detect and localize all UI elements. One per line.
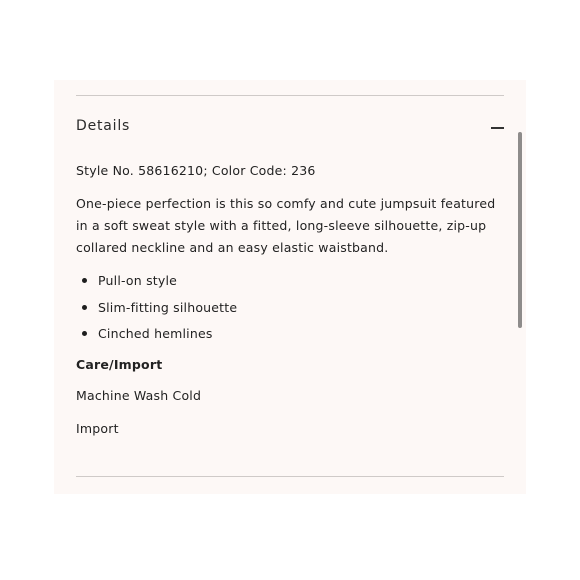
list-item-text: Pull-on style — [98, 273, 178, 288]
feature-list — [76, 270, 496, 345]
care-wash-text: Machine Wash Cold — [76, 388, 202, 403]
details-accordion-panel — [54, 80, 526, 494]
list-item — [76, 297, 496, 319]
care-import-heading: Care/Import — [76, 357, 163, 372]
list-item — [76, 323, 496, 345]
top-divider — [76, 95, 504, 96]
list-item — [76, 270, 496, 292]
minus-icon[interactable] — [491, 127, 504, 129]
bottom-divider — [76, 476, 504, 477]
details-heading: Details — [76, 118, 131, 134]
bullet-icon — [82, 305, 87, 310]
style-number-text: Style No. 58616210; Color Code: 236 — [76, 163, 316, 178]
bullet-icon — [82, 278, 87, 283]
scrollbar-thumb[interactable] — [518, 132, 522, 328]
details-content — [76, 160, 496, 451]
bullet-icon — [82, 331, 87, 336]
list-item-text: Slim-fitting silhouette — [98, 299, 238, 315]
details-accordion-header[interactable] — [76, 118, 504, 140]
product-description: One-piece perfection is this so comfy and cute jumpsuit featured in a soft sweat style with a fitted, long-sleeve silhouette, zip-up collared neckline and an easy elastic waistband. — [76, 196, 496, 255]
care-import-text: Import — [76, 421, 119, 436]
list-item-text: Cinched hemlines — [98, 326, 213, 341]
